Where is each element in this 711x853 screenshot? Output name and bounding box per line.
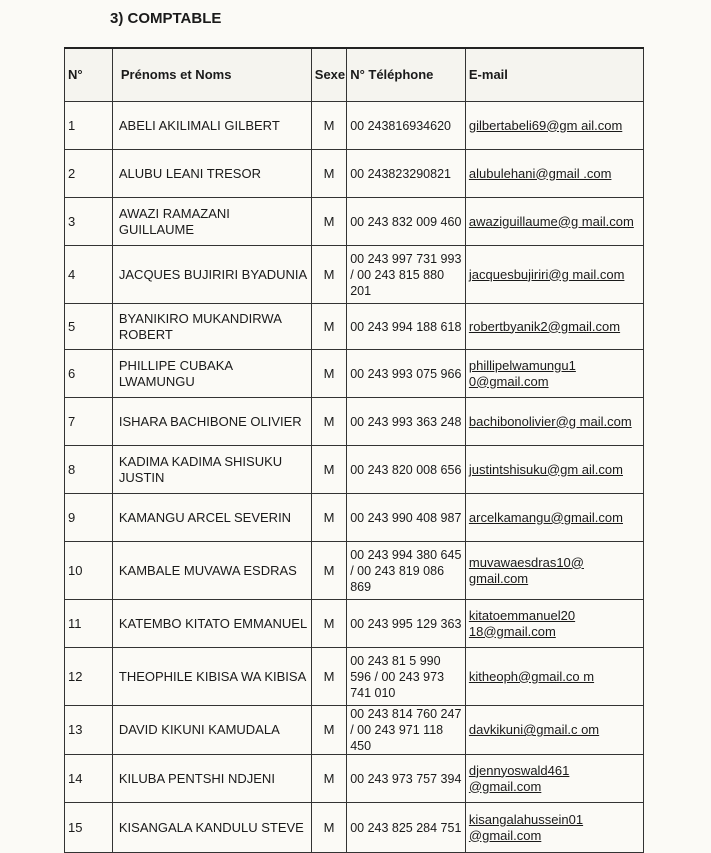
- table-row: [65, 648, 644, 706]
- row-email: [465, 446, 643, 494]
- row-num: 5: [65, 304, 113, 350]
- row-name: JACQUES BUJIRIRI BYADUNIA: [112, 246, 311, 304]
- email-link[interactable]: bachibonolivier@g mail.com: [468, 413, 632, 429]
- row-name: KAMBALE MUVAWA ESDRAS: [112, 542, 311, 600]
- row-sexe: M: [311, 102, 346, 150]
- email-link[interactable]: robertbyanik2@gmail.com: [468, 318, 621, 334]
- row-name: BYANIKIRO MUKANDIRWA ROBERT: [112, 304, 311, 350]
- row-num: 1: [65, 102, 113, 150]
- table-row: [65, 150, 644, 198]
- row-tel: 00 243 973 757 394: [347, 755, 466, 803]
- email-link[interactable]: kisangalahussein01 @gmail.com: [468, 811, 584, 843]
- row-tel: 00 243 81 5 990 596 / 00 243 973 741 010: [347, 648, 466, 706]
- row-name: ALUBU LEANI TRESOR: [112, 150, 311, 198]
- table-row: [65, 494, 644, 542]
- row-sexe: M: [311, 600, 346, 648]
- row-email: [465, 398, 643, 446]
- row-email: [465, 542, 643, 600]
- row-num: 11: [65, 600, 113, 648]
- header-sexe: Sexe: [311, 48, 346, 102]
- row-name: AWAZI RAMAZANI GUILLAUME: [112, 198, 311, 246]
- email-link[interactable]: alubulehani@gmail .com: [468, 165, 612, 181]
- table-row: [65, 542, 644, 600]
- row-sexe: M: [311, 755, 346, 803]
- table-row: [65, 350, 644, 398]
- row-num: 13: [65, 706, 113, 755]
- header-tel: N° Téléphone: [347, 48, 466, 102]
- row-name: KADIMA KADIMA SHISUKU JUSTIN: [112, 446, 311, 494]
- table-row: [65, 755, 644, 803]
- email-link[interactable]: muvawaesdras10@ gmail.com: [468, 554, 584, 586]
- row-tel: 00 243 995 129 363: [347, 600, 466, 648]
- row-email: [465, 494, 643, 542]
- row-name: KAMANGU ARCEL SEVERIN: [112, 494, 311, 542]
- email-link[interactable]: gilbertabeli69@gm ail.com: [468, 117, 623, 133]
- row-email: [465, 350, 643, 398]
- row-num: 3: [65, 198, 113, 246]
- email-link[interactable]: djennyoswald461 @gmail.com: [468, 762, 570, 794]
- row-tel: 00 243 994 188 618: [347, 304, 466, 350]
- row-tel: 00 243816934620: [347, 102, 466, 150]
- row-sexe: M: [311, 198, 346, 246]
- row-name: ABELI AKILIMALI GILBERT: [112, 102, 311, 150]
- section-heading: 3) COMPTABLE: [110, 10, 222, 27]
- row-num: 4: [65, 246, 113, 304]
- row-tel: 00 243 832 009 460: [347, 198, 466, 246]
- row-email: [465, 600, 643, 648]
- row-email: [465, 706, 643, 755]
- row-num: 6: [65, 350, 113, 398]
- table-row: [65, 246, 644, 304]
- row-num: 2: [65, 150, 113, 198]
- row-sexe: M: [311, 542, 346, 600]
- row-sexe: M: [311, 706, 346, 755]
- row-name: KILUBA PENTSHI NDJENI: [112, 755, 311, 803]
- row-name: PHILLIPE CUBAKA LWAMUNGU: [112, 350, 311, 398]
- row-sexe: M: [311, 350, 346, 398]
- row-tel: 00 243 814 760 247 / 00 243 971 118 450: [347, 706, 466, 755]
- row-sexe: M: [311, 398, 346, 446]
- row-name: KATEMBO KITATO EMMANUEL: [112, 600, 311, 648]
- row-num: 7: [65, 398, 113, 446]
- row-num: 10: [65, 542, 113, 600]
- row-sexe: M: [311, 803, 346, 853]
- row-sexe: M: [311, 648, 346, 706]
- row-email: [465, 803, 643, 853]
- row-tel: 00 243 993 075 966: [347, 350, 466, 398]
- row-name: THEOPHILE KIBISA WA KIBISA: [112, 648, 311, 706]
- row-tel: 00 243823290821: [347, 150, 466, 198]
- row-num: 12: [65, 648, 113, 706]
- row-tel: 00 243 997 731 993 / 00 243 815 880 201: [347, 246, 466, 304]
- row-sexe: M: [311, 246, 346, 304]
- table-row: [65, 446, 644, 494]
- table-row: [65, 304, 644, 350]
- header-row: [65, 48, 644, 102]
- table-row: [65, 803, 644, 853]
- row-email: [465, 150, 643, 198]
- row-tel: 00 243 990 408 987: [347, 494, 466, 542]
- header-name: Prénoms et Noms: [112, 48, 311, 102]
- email-link[interactable]: kitatoemmanuel20 18@gmail.com: [468, 607, 576, 639]
- row-email: [465, 102, 643, 150]
- row-num: 9: [65, 494, 113, 542]
- table-row: [65, 198, 644, 246]
- row-email: [465, 648, 643, 706]
- row-email: [465, 304, 643, 350]
- row-name: KISANGALA KANDULU STEVE: [112, 803, 311, 853]
- row-sexe: M: [311, 494, 346, 542]
- row-email: [465, 198, 643, 246]
- row-tel: 00 243 993 363 248: [347, 398, 466, 446]
- row-sexe: M: [311, 150, 346, 198]
- row-tel: 00 243 825 284 751: [347, 803, 466, 853]
- row-sexe: M: [311, 446, 346, 494]
- row-email: [465, 755, 643, 803]
- header-num: N°: [65, 48, 113, 102]
- comptable-table: [64, 47, 644, 853]
- table-row: [65, 398, 644, 446]
- row-name: DAVID KIKUNI KAMUDALA: [112, 706, 311, 755]
- row-num: 15: [65, 803, 113, 853]
- email-link[interactable]: davkikuni@gmail.c om: [468, 722, 600, 737]
- header-email: E-mail: [465, 48, 643, 102]
- email-link[interactable]: awaziguillaume@g mail.com: [468, 213, 634, 229]
- email-link[interactable]: jacquesbujiriri@g mail.com: [468, 266, 625, 282]
- row-num: 14: [65, 755, 113, 803]
- email-link[interactable]: kitheoph@gmail.co m: [468, 668, 595, 684]
- row-tel: 00 243 994 380 645 / 00 243 819 086 869: [347, 542, 466, 600]
- row-num: 8: [65, 446, 113, 494]
- table-row: [65, 102, 644, 150]
- row-sexe: M: [311, 304, 346, 350]
- table-row: [65, 706, 644, 755]
- row-name: ISHARA BACHIBONE OLIVIER: [112, 398, 311, 446]
- row-email: [465, 246, 643, 304]
- table-row: [65, 600, 644, 648]
- email-link[interactable]: phillipelwamungu1 0@gmail.com: [468, 357, 576, 389]
- email-link[interactable]: justintshisuku@gm ail.com: [468, 461, 623, 477]
- row-tel: 00 243 820 008 656: [347, 446, 466, 494]
- email-link[interactable]: arcelkamangu@gmail.com: [468, 509, 623, 525]
